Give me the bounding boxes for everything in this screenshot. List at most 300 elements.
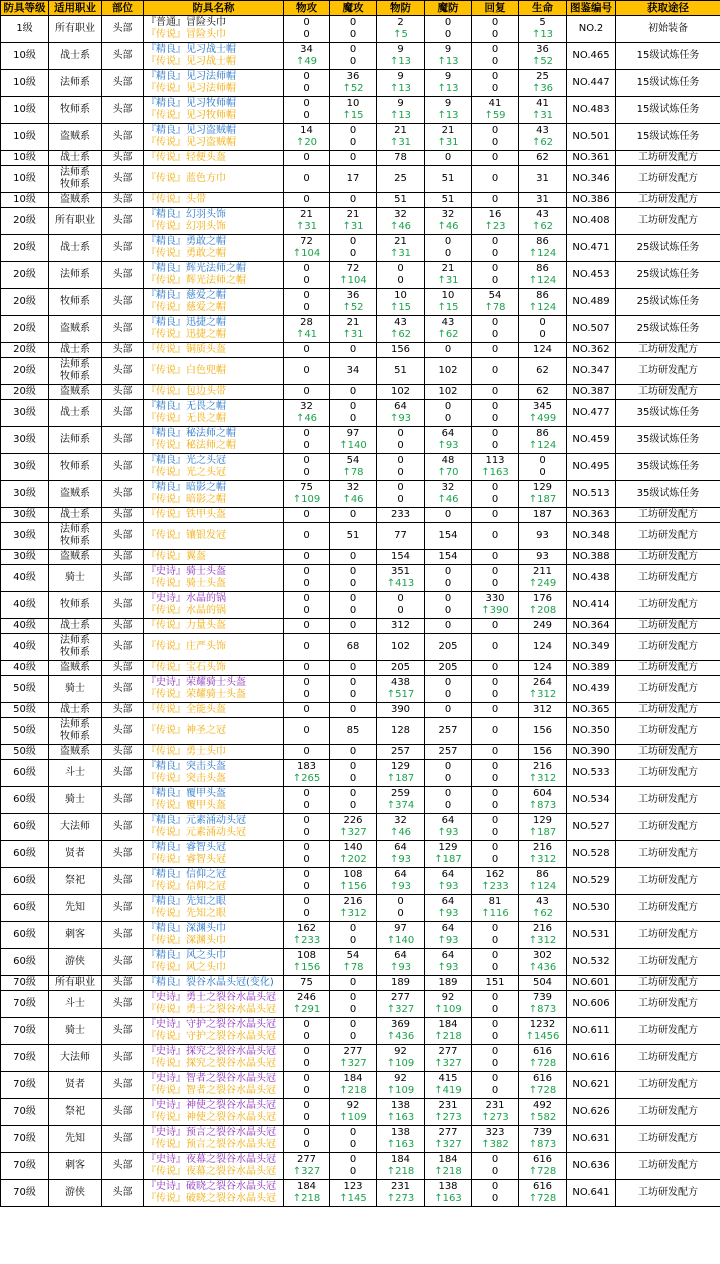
catalog-number-cell: NO.641	[567, 1180, 616, 1207]
armor-name: 铁甲头盔	[186, 509, 226, 520]
source-cell: 工坊研发配方	[616, 814, 720, 841]
stat-cell	[284, 676, 330, 703]
source-cell: 工坊研发配方	[616, 1072, 720, 1099]
stat-cell	[330, 1072, 377, 1099]
table-row	[1, 343, 720, 358]
stat-value: 85	[346, 725, 360, 736]
armor-name-line: 『传说』见习战士帽	[146, 56, 236, 67]
level-cell: 20级	[1, 208, 49, 235]
stat-value: 54	[488, 290, 502, 301]
catalog-number-cell: NO.471	[567, 235, 616, 262]
stat-cell	[284, 358, 330, 385]
job-cell: 所有职业	[49, 16, 102, 43]
stat-cell	[425, 385, 472, 400]
stat-value: 0	[397, 593, 404, 604]
stat-value: 0	[303, 788, 310, 799]
armor-name: 翼盔	[186, 551, 206, 562]
stat-value: 187	[532, 509, 553, 520]
armor-name: 冒险头巾	[186, 29, 226, 40]
stat-value: ↑413	[386, 578, 415, 589]
rarity-label: 史诗	[156, 992, 176, 1003]
stat-value: ↑202	[339, 854, 367, 865]
armor-name-line: 『传说』预言之裂谷水晶头冠	[146, 1139, 276, 1150]
stat-cell	[472, 358, 519, 385]
stat-value: 0	[491, 761, 499, 772]
armor-name: 见习法师帽	[186, 83, 236, 94]
stat-value: ↑15	[437, 302, 459, 313]
part-cell: 头部	[102, 718, 144, 745]
armor-name-line: 『传说』镶银发冠	[146, 530, 226, 541]
stat-value: 0	[397, 605, 404, 616]
stat-value: ↑312	[528, 689, 557, 700]
stat-cell	[377, 550, 425, 565]
source-cell: 工坊研发配方	[616, 676, 720, 703]
stat-value: 0	[303, 152, 310, 163]
part-cell: 头部	[102, 745, 144, 760]
stat-cell	[377, 454, 425, 481]
job-cell: 牧师系	[49, 592, 102, 619]
stat-value: ↑163	[434, 1193, 462, 1204]
stat-value: 0	[491, 509, 499, 520]
part-cell: 头部	[102, 43, 144, 70]
stat-value: 151	[485, 977, 505, 988]
armor-name: 裂谷水晶头冠(变化)	[186, 977, 274, 988]
part-cell: 头部	[102, 166, 144, 193]
table-row	[1, 592, 720, 619]
stat-cell	[519, 718, 567, 745]
stat-value: 138	[438, 1181, 458, 1192]
stat-value: 0	[349, 605, 357, 616]
stat-value: 0	[349, 17, 357, 28]
stat-cell	[472, 400, 519, 427]
stat-value: 0	[491, 827, 499, 838]
stat-cell	[330, 1045, 377, 1072]
stat-value: 32	[300, 401, 313, 412]
level-cell: 70级	[1, 1018, 49, 1045]
rarity-label: 精良	[156, 482, 176, 493]
stat-cell	[330, 262, 377, 289]
stat-cell	[284, 151, 330, 166]
stat-value: ↑499	[528, 413, 557, 424]
armor-name-line: 『传说』荣耀骑士头盔	[146, 689, 246, 700]
source-cell: 工坊研发配方	[616, 634, 720, 661]
armor-name-line: 『传说』庄严头饰	[146, 641, 226, 652]
stat-value: 0	[491, 248, 499, 259]
stat-value: 0	[491, 689, 499, 700]
armor-name: 见习战士帽	[186, 44, 236, 55]
rarity-label: 传说	[156, 800, 176, 811]
armor-name: 覆甲头盔	[186, 788, 226, 799]
stat-value: 5	[539, 17, 546, 28]
level-cell: 70级	[1, 1126, 49, 1153]
stat-value: 0	[491, 428, 499, 439]
stat-cell	[330, 1018, 377, 1045]
stat-value: ↑93	[437, 962, 459, 973]
armor-name-line: 『传说』破晓之裂谷水晶头冠	[146, 1193, 276, 1204]
stat-value: 0	[491, 815, 499, 826]
stat-value: 77	[394, 530, 407, 541]
stat-value: 25	[394, 173, 407, 184]
source-cell: 工坊研发配方	[616, 787, 720, 814]
job-cell: 游侠	[49, 1180, 102, 1207]
stat-value: 86	[536, 869, 549, 880]
level-cell: 30级	[1, 481, 49, 508]
armor-name: 守护之裂谷水晶头冠	[186, 1019, 276, 1030]
stat-value: 64	[441, 428, 455, 439]
stat-value: 0	[491, 125, 499, 136]
table-row	[1, 523, 720, 550]
stat-cell	[330, 508, 377, 523]
stat-value: 17	[346, 173, 360, 184]
stat-cell	[519, 922, 567, 949]
stat-cell	[284, 427, 330, 454]
name-cell	[144, 718, 284, 745]
stat-value: 0	[491, 263, 499, 274]
table-row	[1, 745, 720, 760]
part-cell: 头部	[102, 1018, 144, 1045]
armor-name: 慈爱之帽	[186, 302, 226, 313]
stat-value: 0	[303, 662, 310, 673]
stat-value: ↑93	[437, 881, 459, 892]
catalog-number-cell: NO.386	[567, 193, 616, 208]
stat-value: 0	[491, 401, 499, 412]
header-cell: 获取途径	[616, 1, 720, 16]
stat-cell	[377, 316, 425, 343]
rarity-label: 精良	[156, 869, 176, 880]
job-cell: 盗贼系	[49, 385, 102, 400]
stat-cell	[330, 208, 377, 235]
part-cell: 头部	[102, 868, 144, 895]
stat-cell	[472, 949, 519, 976]
armor-name: 力量头盔	[186, 620, 226, 631]
stat-value: 75	[300, 482, 313, 493]
stat-cell	[472, 1180, 519, 1207]
stat-cell	[284, 787, 330, 814]
table-row	[1, 508, 720, 523]
armor-name: 轻便头盔	[186, 152, 226, 163]
stat-cell	[284, 1153, 330, 1180]
armor-name-line: 『史诗』夜幕之裂谷水晶头冠	[146, 1154, 276, 1165]
stat-value: ↑31	[389, 248, 412, 259]
stat-value: 0	[349, 152, 357, 163]
stat-value: 184	[390, 1154, 411, 1165]
name-cell	[144, 289, 284, 316]
stat-value: 0	[349, 29, 357, 40]
level-cell: 20级	[1, 358, 49, 385]
stat-cell	[330, 16, 377, 43]
stat-value: ↑23	[484, 221, 506, 232]
stat-value: 0	[397, 428, 404, 439]
stat-value: 0	[491, 935, 499, 946]
stat-value: ↑59	[484, 110, 506, 121]
stat-value: ↑312	[528, 935, 557, 946]
armor-name: 迅捷之帽	[186, 317, 226, 328]
armor-name-line: 『史诗』水晶的锅	[146, 593, 226, 604]
part-cell: 头部	[102, 208, 144, 235]
table-row	[1, 868, 720, 895]
stat-value: 102	[438, 365, 458, 376]
stat-cell	[472, 481, 519, 508]
armor-name-line: 『精良』深渊头巾	[146, 923, 226, 934]
stat-cell	[377, 481, 425, 508]
stat-value: 216	[532, 923, 553, 934]
armor-name-line: 『传说』见习盗贼帽	[146, 137, 236, 148]
job-cell: 战士系	[49, 235, 102, 262]
rarity-label: 传说	[156, 881, 176, 892]
stat-cell	[330, 745, 377, 760]
header-row	[1, 1, 720, 16]
stat-cell	[284, 508, 330, 523]
table-row	[1, 1072, 720, 1099]
armor-name-line: 『精良』幻羽头饰	[146, 209, 226, 220]
stat-value: 0	[491, 413, 499, 424]
part-cell: 头部	[102, 676, 144, 703]
stat-cell	[377, 262, 425, 289]
level-cell: 10级	[1, 70, 49, 97]
part-cell: 头部	[102, 592, 144, 619]
part-cell: 头部	[102, 454, 144, 481]
stat-cell	[519, 634, 567, 661]
stat-value: ↑93	[389, 962, 412, 973]
stat-value: 0	[491, 83, 499, 94]
stat-cell	[425, 1180, 472, 1207]
stat-cell	[377, 208, 425, 235]
source-cell: 工坊研发配方	[616, 565, 720, 592]
catalog-number-cell: NO.529	[567, 868, 616, 895]
stat-value: ↑233	[481, 881, 509, 892]
job-cell: 祭祀	[49, 1099, 102, 1126]
stat-cell	[284, 385, 330, 400]
stat-value: 0	[491, 173, 499, 184]
table-row	[1, 262, 720, 289]
stat-value: ↑13	[389, 56, 412, 67]
stat-cell	[519, 70, 567, 97]
level-cell: 10级	[1, 43, 49, 70]
armor-name-line: 『精良』光之头冠	[146, 455, 226, 466]
stat-cell	[284, 592, 330, 619]
stat-value: 92	[394, 1073, 407, 1084]
stat-value: 205	[390, 662, 411, 673]
level-cell: 40级	[1, 634, 49, 661]
table-row	[1, 1099, 720, 1126]
stat-value: 0	[303, 881, 310, 892]
level-cell: 20级	[1, 262, 49, 289]
stat-value: ↑93	[389, 881, 412, 892]
armor-name-line: 『传说』轻便头盔	[146, 152, 226, 163]
stat-cell	[330, 400, 377, 427]
source-cell: 工坊研发配方	[616, 1180, 720, 1207]
stat-cell	[425, 661, 472, 676]
armor-name: 头带	[186, 194, 206, 205]
stat-value: 0	[491, 578, 499, 589]
armor-name: 幻羽头饰	[186, 221, 226, 232]
stat-cell	[284, 481, 330, 508]
table-row	[1, 385, 720, 400]
stat-cell	[425, 1126, 472, 1153]
catalog-number-cell: NO.438	[567, 565, 616, 592]
catalog-number-cell: NO.501	[567, 124, 616, 151]
stat-cell	[519, 16, 567, 43]
level-cell: 70级	[1, 976, 49, 991]
rarity-label: 精良	[156, 761, 176, 772]
stat-value: 108	[296, 950, 317, 961]
rarity-label: 传说	[156, 773, 176, 784]
stat-value: 0	[491, 137, 499, 148]
stat-value: 0	[349, 773, 357, 784]
table-row	[1, 400, 720, 427]
stat-value: 21	[300, 209, 313, 220]
stat-value: 0	[491, 773, 499, 784]
stat-cell	[377, 1072, 425, 1099]
stat-cell	[377, 16, 425, 43]
stat-cell	[425, 841, 472, 868]
table-row	[1, 70, 720, 97]
stat-value: 0	[444, 605, 452, 616]
table-row	[1, 151, 720, 166]
stat-cell	[330, 1099, 377, 1126]
stat-value: 0	[444, 704, 452, 715]
catalog-number-cell: NO.513	[567, 481, 616, 508]
stat-value: 0	[397, 455, 404, 466]
stat-value: 233	[390, 509, 411, 520]
armor-name-line: 『传说』先知之眼	[146, 908, 226, 919]
stat-cell	[425, 634, 472, 661]
armor-name-line: 『传说』风之头巾	[146, 962, 226, 973]
stat-cell	[284, 565, 330, 592]
stat-value: 0	[444, 17, 452, 28]
stat-value: 0	[303, 1112, 310, 1123]
stat-value: 64	[394, 869, 407, 880]
armor-name-line: 『传说』光之头冠	[146, 467, 226, 478]
stat-value: ↑187	[386, 773, 415, 784]
stat-value: 0	[491, 1019, 499, 1030]
part-cell: 头部	[102, 787, 144, 814]
stat-value: ↑218	[339, 1085, 367, 1096]
armor-name-line: 『传说』包边头带	[146, 386, 226, 397]
armor-name-line: 『精良』见习牧师帽	[146, 98, 236, 109]
stat-value: 0	[349, 56, 357, 67]
stat-value: ↑104	[292, 248, 321, 259]
name-cell	[144, 868, 284, 895]
stat-value: 75	[300, 977, 313, 988]
stat-value: ↑124	[528, 275, 557, 286]
stat-cell	[472, 676, 519, 703]
stat-cell	[330, 151, 377, 166]
stat-value: 0	[444, 689, 452, 700]
armor-name: 先知之眼	[186, 908, 226, 919]
stat-cell	[284, 1126, 330, 1153]
armor-name-line: 『传说』智者之裂谷水晶头冠	[146, 1085, 276, 1096]
armor-name-line: 『史诗』荣耀骑士头盔	[146, 677, 246, 688]
stat-cell	[519, 262, 567, 289]
stat-value: 216	[532, 761, 553, 772]
stat-value: 0	[349, 704, 357, 715]
table-row	[1, 316, 720, 343]
stat-value: ↑62	[389, 329, 412, 340]
table-row	[1, 454, 720, 481]
source-cell: 工坊研发配方	[616, 1126, 720, 1153]
armor-name: 预言之裂谷水晶头冠	[186, 1139, 276, 1150]
job-cell: 刺客	[49, 922, 102, 949]
stat-value: ↑78	[342, 962, 364, 973]
source-cell: 工坊研发配方	[616, 991, 720, 1018]
rarity-label: 精良	[156, 428, 176, 439]
stat-value: 0	[303, 1058, 310, 1069]
name-cell	[144, 400, 284, 427]
name-cell	[144, 166, 284, 193]
name-cell	[144, 508, 284, 523]
stat-value: 43	[536, 125, 549, 136]
armor-name-line: 『精良』覆甲头盔	[146, 788, 226, 799]
stat-value: ↑1456	[525, 1031, 560, 1042]
stat-cell	[425, 1072, 472, 1099]
stat-value: 0	[349, 401, 357, 412]
stat-cell	[284, 841, 330, 868]
stat-cell	[519, 1045, 567, 1072]
stat-value: 124	[532, 662, 553, 673]
stat-value: ↑163	[386, 1139, 415, 1150]
job-cell: 法师系 牧师系	[49, 634, 102, 661]
stat-value: 0	[444, 509, 452, 520]
stat-value: ↑265	[292, 773, 321, 784]
stat-value: ↑70	[437, 467, 459, 478]
armor-name: 睿智头冠	[186, 854, 226, 865]
name-cell	[144, 151, 284, 166]
stat-value: ↑517	[386, 689, 415, 700]
rarity-label: 传说	[156, 551, 176, 562]
stat-value: 0	[303, 194, 310, 205]
header-cell: 回复	[472, 1, 519, 16]
rarity-label: 传说	[156, 641, 176, 652]
stat-value: 0	[491, 788, 499, 799]
catalog-number-cell: NO.389	[567, 661, 616, 676]
name-cell	[144, 208, 284, 235]
part-cell: 头部	[102, 385, 144, 400]
stat-cell	[377, 1099, 425, 1126]
stat-cell	[425, 787, 472, 814]
part-cell: 头部	[102, 634, 144, 661]
catalog-number-cell: NO.414	[567, 592, 616, 619]
stat-value: 36	[346, 71, 360, 82]
source-cell: 15级试炼任务	[616, 124, 720, 151]
stat-value: ↑46	[437, 494, 459, 505]
stat-cell	[519, 745, 567, 760]
stat-value: 0	[349, 137, 357, 148]
stat-cell	[330, 565, 377, 592]
stat-cell	[472, 523, 519, 550]
stat-value: ↑312	[528, 854, 557, 865]
stat-value: 0	[303, 677, 310, 688]
stat-cell	[519, 619, 567, 634]
stat-value: 0	[397, 440, 404, 451]
stat-value: 216	[532, 842, 553, 853]
stat-value: 32	[441, 209, 455, 220]
source-cell: 35级试炼任务	[616, 481, 720, 508]
level-cell: 40级	[1, 619, 49, 634]
catalog-number-cell: NO.465	[567, 43, 616, 70]
catalog-number-cell: NO.439	[567, 676, 616, 703]
stat-value: 86	[536, 428, 549, 439]
stat-value: 0	[303, 704, 310, 715]
stat-value: 0	[444, 620, 452, 631]
table-row	[1, 166, 720, 193]
part-cell: 头部	[102, 316, 144, 343]
stat-value: ↑93	[437, 908, 459, 919]
stat-cell	[330, 235, 377, 262]
rarity-label: 传说	[156, 1031, 176, 1042]
catalog-number-cell: NO.534	[567, 787, 616, 814]
job-cell: 法师系	[49, 70, 102, 97]
